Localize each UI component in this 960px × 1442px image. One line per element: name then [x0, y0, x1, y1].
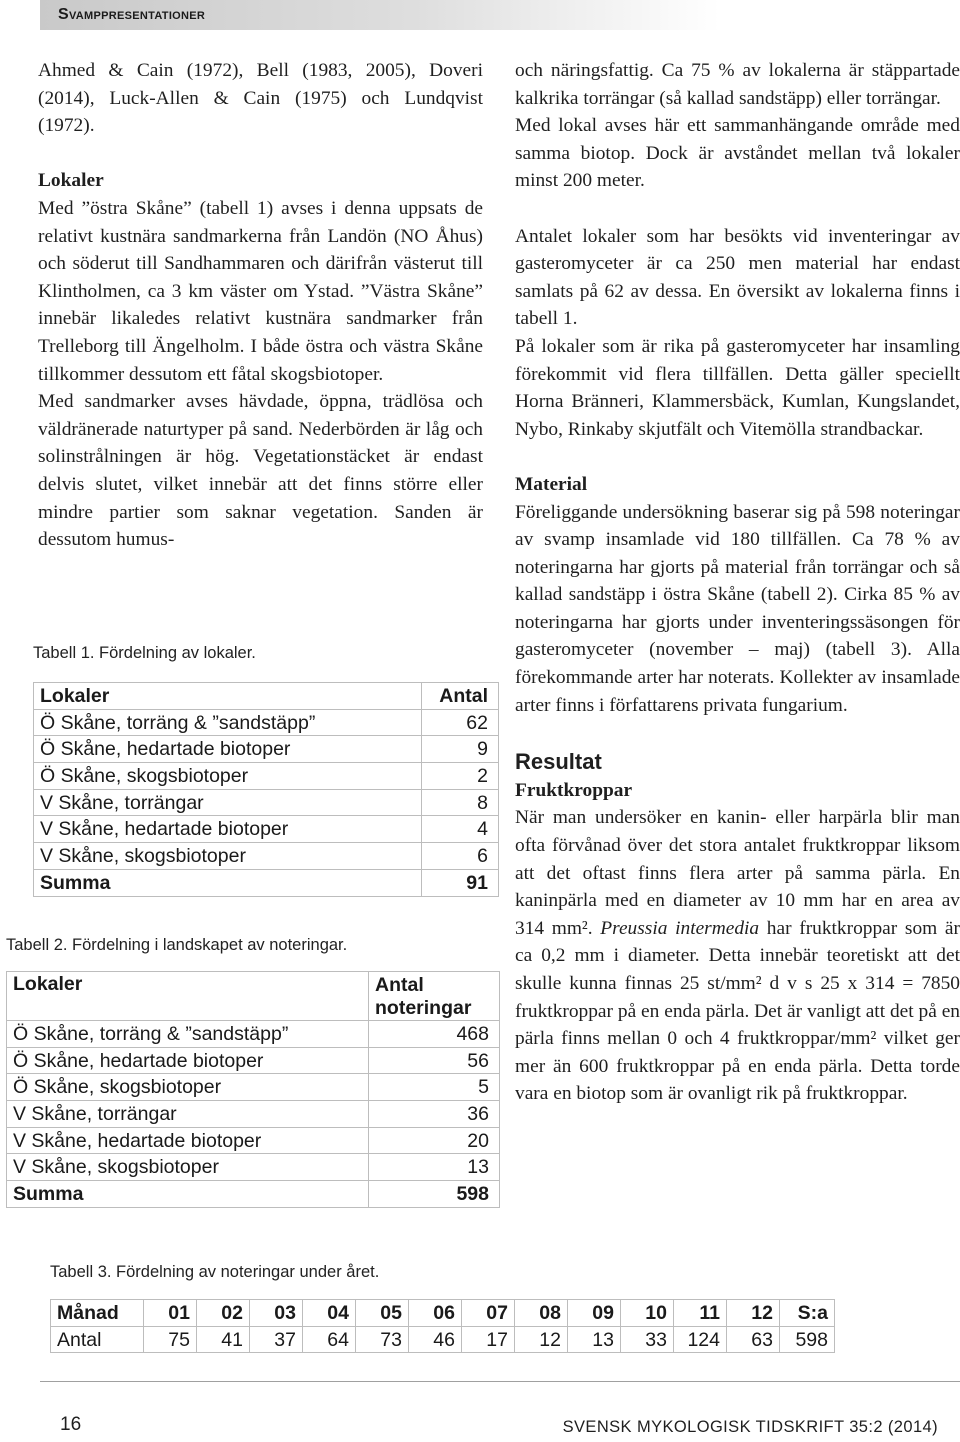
table-header-cell: 08 [515, 1300, 568, 1327]
table-header-cell: 09 [568, 1300, 621, 1327]
table-header-cell: Antal [422, 683, 499, 710]
table-cell: Ö Skåne, skogsbiotoper [7, 1074, 369, 1101]
right-paragraph-naringsfattig: och näringsfattig. Ca 75 % av lokalerna är stäppartade kalkrika torrängar (så kallad sandstäpp) eller torrängar. [515, 60, 960, 109]
table-header-cell: 01 [144, 1300, 197, 1327]
table-header-cell: 03 [250, 1300, 303, 1327]
table1-caption: Tabell 1. Fördelning av lokaler. [33, 644, 256, 662]
table-header-line: noteringar [375, 997, 472, 1019]
table-header-cell: S:a [780, 1300, 835, 1327]
table-cell: Ö Skåne, torräng & ”sandstäpp” [34, 709, 422, 736]
table-cell: 17 [462, 1326, 515, 1353]
table-cell: V Skåne, torrängar [34, 789, 422, 816]
section-title: Svamppresentationer [58, 6, 206, 23]
table-cell: 4 [422, 816, 499, 843]
table-cell: Ö Skåne, skogsbiotoper [34, 763, 422, 790]
table-header-cell: 11 [674, 1300, 727, 1327]
table-cell: 124 [674, 1326, 727, 1353]
right-paragraph-insamling: På lokaler som är rika på gasteromyceter har insamling förekommit vid flera tillfällen. Detta gäller speciellt Horna Bränneri, Klammersbäck, Kumlan, Kungslandet, Nybo, Rinkaby skjutfält och Vitemölla strandbackar. [515, 335, 960, 440]
right-paragraph-material: Föreliggande undersökning baserar sig på 598 noteringar av svamp insamlade vid 180 tillfällen. Ca 78 % av noteringarna har gjorts på material från torrängar och så kallad sandstäpp i östra Skåne (tabell 2). Cirka 85 % av noteringarna har gjorts under inventeringssäsongen för gasteromyceter (november – maj) (tabell 3). Alla förekommande arter har noterats. Kollekter av insamlade arter finns i författarens privata fungarium. [515, 501, 960, 716]
table-cell: 13 [369, 1154, 500, 1181]
table-cell: 46 [409, 1326, 462, 1353]
right-column [515, 57, 960, 1108]
species-name: Preussia intermedia [600, 917, 760, 939]
table-row [7, 1021, 500, 1048]
table-header-cell: 05 [356, 1300, 409, 1327]
text-segment: har fruktkroppar som är ca 0,2 mm i diameter. Detta innebär teoretiskt att det skulle kunna finnas 25 st/mm² d v s 25 x 314 = 7850 fruktkroppar på en enda pärla. Det är vanligt att det på en pärla finns mellan 0 och 4 fruktkroppar/mm² vilket ger mer än 600 fruktkroppar på en enda pärla. Detta torde vara en biotop som är ovanligt rik på fruktkroppar. [515, 917, 960, 1105]
table-row [7, 1074, 500, 1101]
page-number: 16 [60, 1414, 82, 1435]
right-paragraph-antal-lokaler: Antalet lokaler som har besökts vid inventeringar av gasteromyceter är ca 250 men material har endast samlats på 62 av dessa. En översikt av lokalerna finns i tabell 1. [515, 225, 960, 330]
table-header-cell: Lokaler [34, 683, 422, 710]
table-header-cell: Månad [51, 1300, 144, 1327]
table-row [34, 709, 499, 736]
heading-fruktkroppar: Fruktkroppar [515, 779, 633, 801]
table-header-line: Antal [375, 974, 424, 996]
heading-lokaler: Lokaler [38, 170, 104, 192]
table-total-row [34, 869, 499, 896]
table1 [33, 682, 499, 897]
table2 [6, 971, 500, 1208]
table-cell: 8 [422, 789, 499, 816]
table-cell: 64 [303, 1326, 356, 1353]
table-cell: 91 [422, 869, 499, 896]
table3-caption: Tabell 3. Fördelning av noteringar under året. [50, 1263, 380, 1281]
text-segment: När man undersöker en kanin- eller harpärla blir man ofta förvånad över det stora antalet fruktkroppar liksom att det oftast finns flera arter på samma pärla. En kaninpärla med en diameter av 10 mm har en area av 314 mm². [515, 807, 960, 939]
table-cell: 20 [369, 1127, 500, 1154]
table-cell: V Skåne, torrängar [7, 1101, 369, 1128]
table-cell: 73 [356, 1326, 409, 1353]
table-row [7, 1101, 500, 1128]
table-row [34, 789, 499, 816]
left-paragraph-sandmarker: Med sandmarker avses hävdade, öppna, trädlösa och väldränerade naturtyper på sand. Nederbörden är låg och solinstrålningen är hög. Vegetationstäcket är endast delvis slutet, vilket innebär att det finns större eller mindre partier som saknar vegetation. Sanden är dessutom humus- [38, 391, 483, 551]
table-header-row [51, 1300, 835, 1327]
table-cell: 5 [369, 1074, 500, 1101]
journal-title: SVENSK MYKOLOGISK TIDSKRIFT 35:2 (2014) [562, 1418, 938, 1436]
left-paragraph-references: Ahmed & Cain (1972), Bell (1983, 2005), Doveri (2014), Luck-Allen & Cain (1975) och Lundqvist (1972). [38, 60, 483, 137]
table-row [34, 763, 499, 790]
table-row [7, 1127, 500, 1154]
footer-divider [40, 1381, 960, 1382]
right-paragraph-fruktkroppar [515, 804, 960, 1108]
table-cell: V Skåne, hedartade biotoper [34, 816, 422, 843]
table-cell: 33 [621, 1326, 674, 1353]
table-cell: 9 [422, 736, 499, 763]
table-cell: 56 [369, 1047, 500, 1074]
table3 [50, 1299, 835, 1353]
table2-caption: Tabell 2. Fördelning i landskapet av noteringar. [6, 936, 348, 954]
table-cell: 37 [250, 1326, 303, 1353]
table-row [34, 736, 499, 763]
table-header-cell: 04 [303, 1300, 356, 1327]
table-cell: V Skåne, skogsbiotoper [7, 1154, 369, 1181]
table-cell: 13 [568, 1326, 621, 1353]
table-cell: Summa [34, 869, 422, 896]
table-total-row [7, 1181, 500, 1208]
table-cell: 6 [422, 843, 499, 870]
table-cell: 63 [727, 1326, 780, 1353]
table-cell: 2 [422, 763, 499, 790]
table-header-cell: Lokaler [7, 972, 369, 1021]
table-cell: V Skåne, skogsbiotoper [34, 843, 422, 870]
table-cell: Ö Skåne, hedartade biotoper [7, 1047, 369, 1074]
table-cell: Ö Skåne, hedartade biotoper [34, 736, 422, 763]
table-cell: Summa [7, 1181, 369, 1208]
table-cell: Ö Skåne, torräng & ”sandstäpp” [7, 1021, 369, 1048]
table-header-row [34, 683, 499, 710]
table-header-row [7, 972, 500, 1021]
table-row [51, 1326, 835, 1353]
table-cell: 36 [369, 1101, 500, 1128]
table-cell: 468 [369, 1021, 500, 1048]
table-row [7, 1154, 500, 1181]
table-row [34, 816, 499, 843]
table-row [7, 1047, 500, 1074]
table-header-cell [369, 972, 500, 1021]
table-cell: 62 [422, 709, 499, 736]
table-cell: V Skåne, hedartade biotoper [7, 1127, 369, 1154]
right-paragraph-lokal-definition: Med lokal avses här ett sammanhängande område med samma biotop. Dock är avståndet mellan två lokaler minst 200 meter. [515, 115, 960, 192]
table-cell: 41 [197, 1326, 250, 1353]
left-paragraph-ostra-skane: Med ”östra Skåne” (tabell 1) avses i denna uppsats de relativt kustnära sandmarkerna från Landön (NO Åhus) och söderut till Sandhammaren och därifrån västerut till Klintholmen, ca 3 km väster om Ystad. ”Västra Skåne” innebär likaledes relativt kustnära sandmarker från Trelleborg till Ängelholm. I både östra och västra Skåne tillkommer dessutom ett fåtal skogsbiotoper. [38, 197, 483, 385]
table-header-cell: 02 [197, 1300, 250, 1327]
heading-resultat: Resultat [515, 748, 602, 774]
table-header-cell: 12 [727, 1300, 780, 1327]
table-header-cell: 10 [621, 1300, 674, 1327]
table-header-cell: 06 [409, 1300, 462, 1327]
table-cell: 75 [144, 1326, 197, 1353]
left-column [38, 57, 483, 554]
table-cell: 598 [780, 1326, 835, 1353]
table-header-cell: 07 [462, 1300, 515, 1327]
heading-material: Material [515, 473, 588, 495]
table-cell: Antal [51, 1326, 144, 1353]
table-row [34, 843, 499, 870]
table-cell: 12 [515, 1326, 568, 1353]
table-cell: 598 [369, 1181, 500, 1208]
